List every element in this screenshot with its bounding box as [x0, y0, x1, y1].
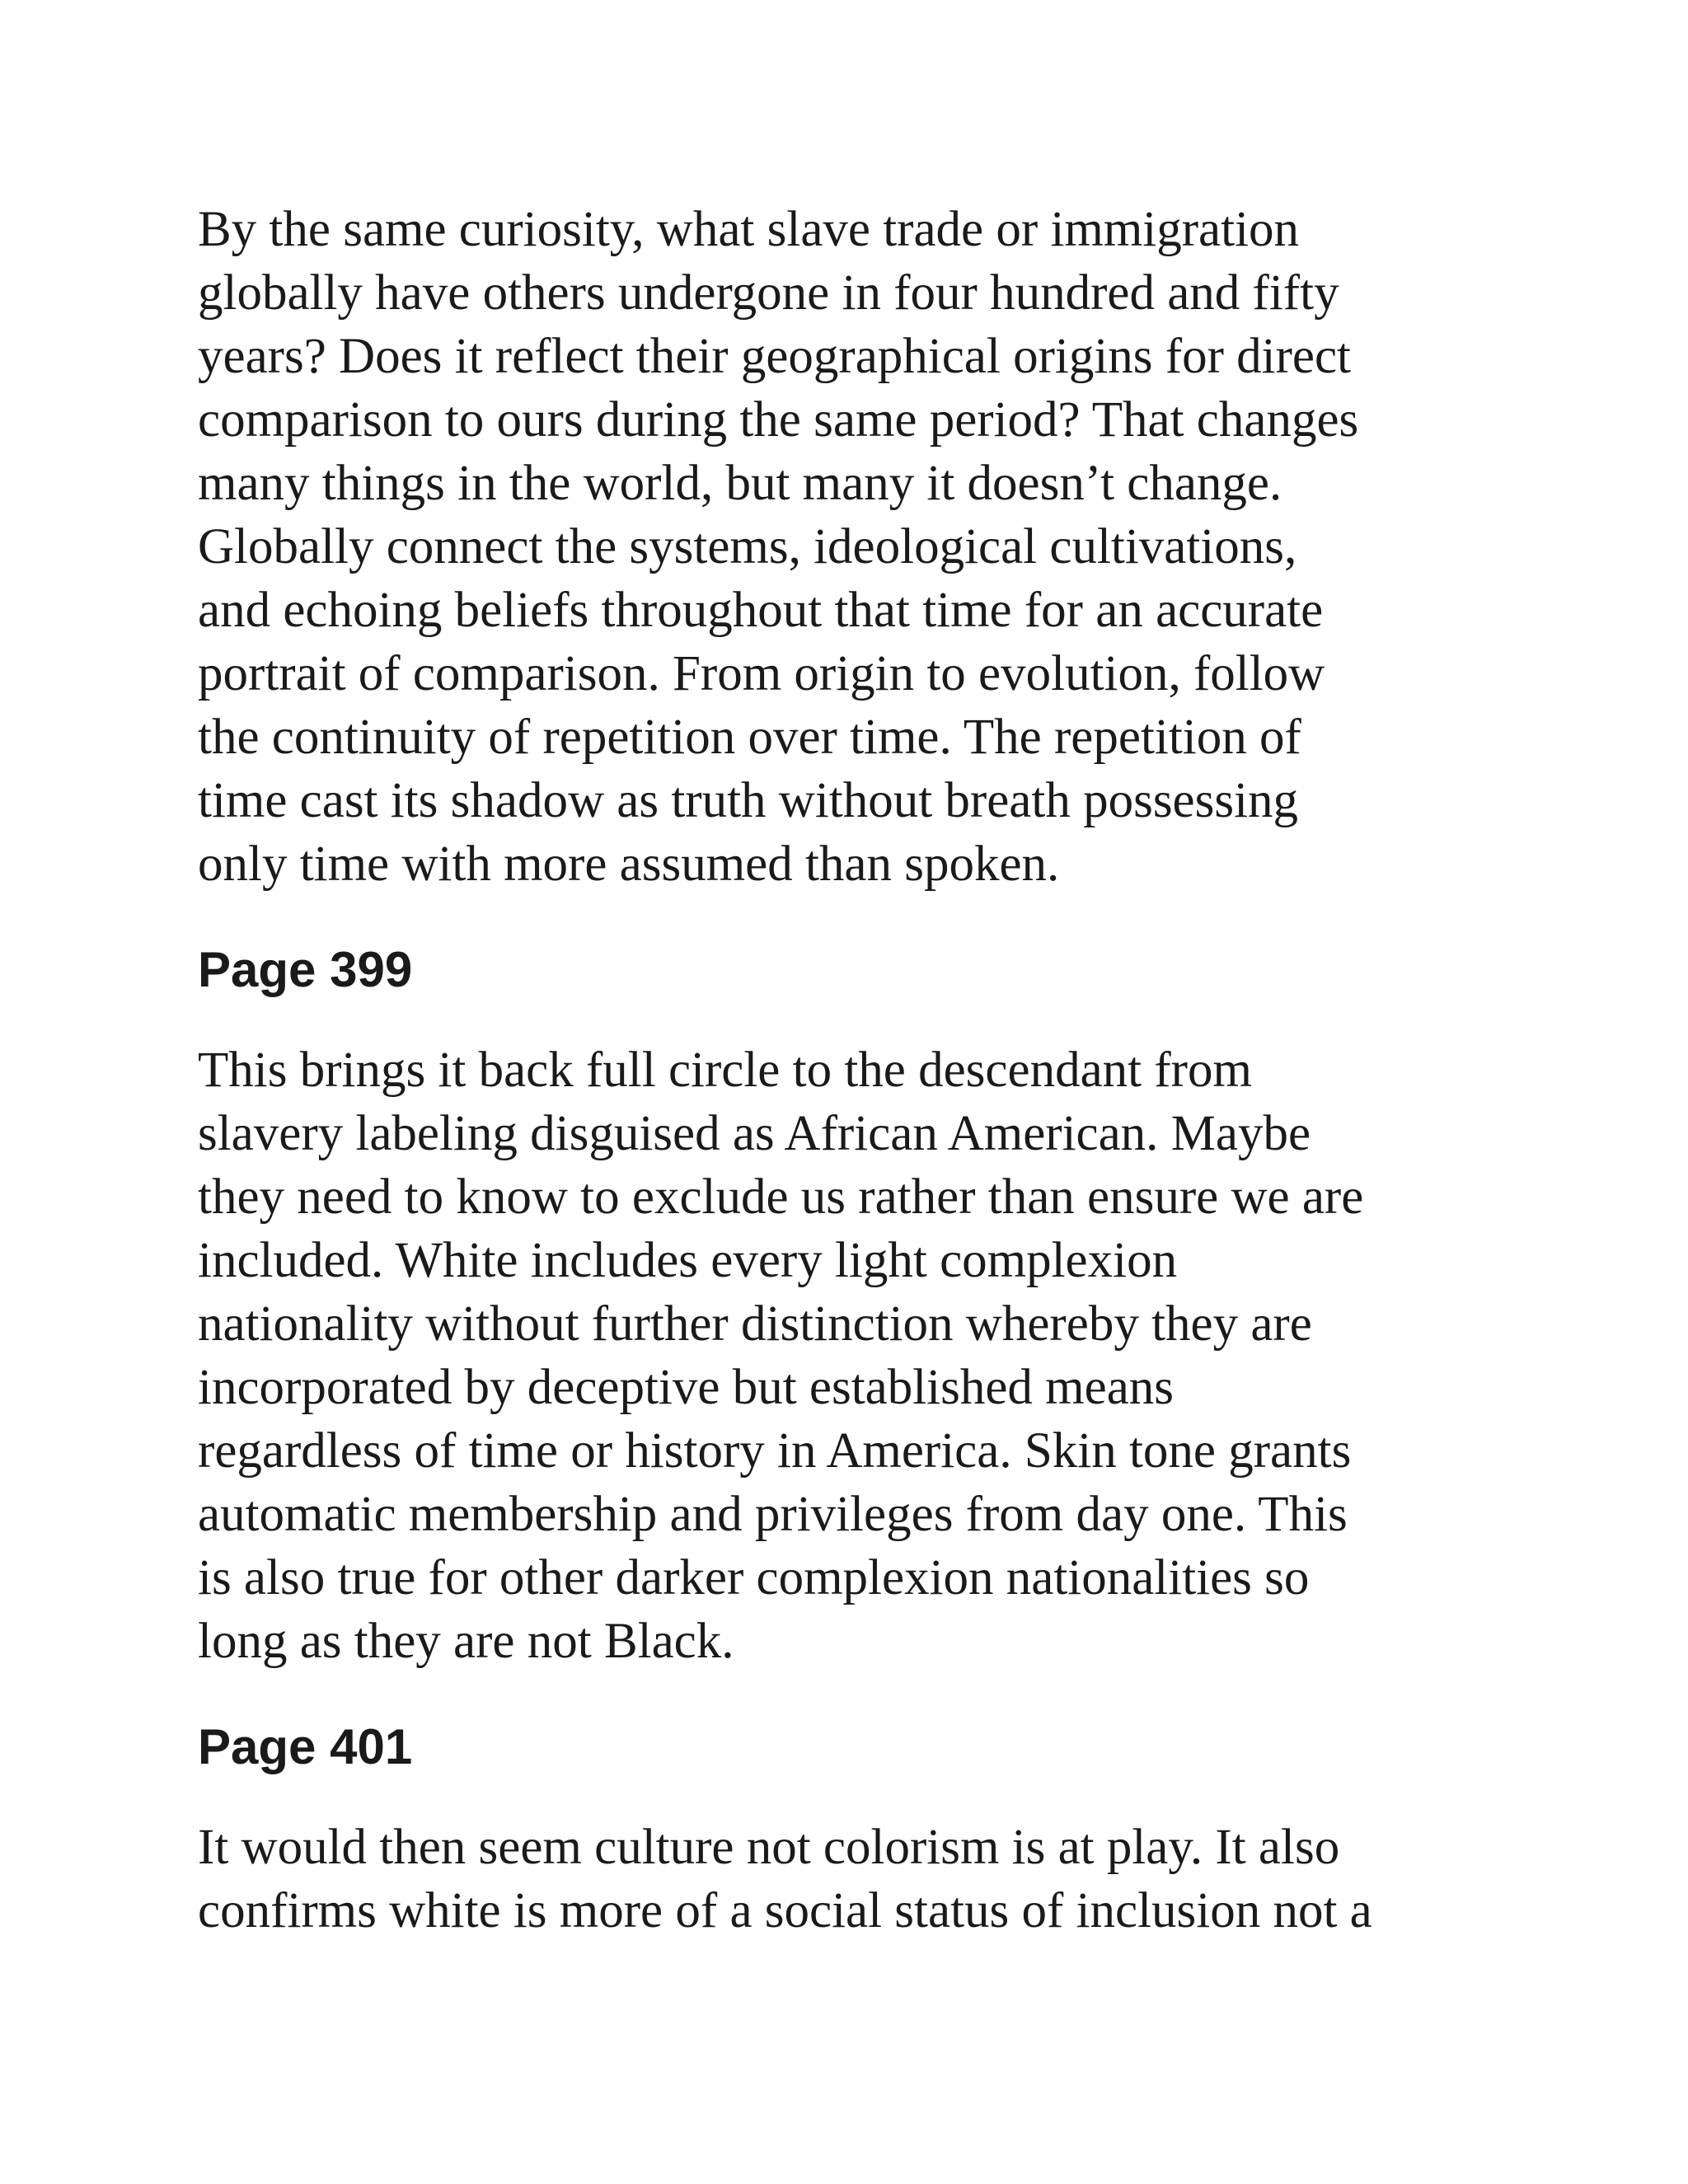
paragraph: [198, 1038, 1500, 1673]
page-content: [198, 198, 1500, 1943]
text-line: regardless of time or history in America. Skin tone grants: [198, 1423, 1352, 1479]
page-heading: Page 399: [198, 942, 413, 997]
text-line: comparison to ours during the same period? That changes: [198, 392, 1359, 448]
page-heading: Page 401: [198, 1719, 413, 1774]
text-line: is also true for other darker complexion nationalities so: [198, 1550, 1310, 1605]
text-line: automatic membership and privileges from day one. This: [198, 1487, 1348, 1542]
text-line: the continuity of repetition over time. The repetition of: [198, 710, 1301, 765]
paragraph: [198, 198, 1500, 896]
text-line: This brings it back full circle to the descendant from: [198, 1043, 1252, 1098]
text-line: By the same curiosity, what slave trade or immigration: [198, 202, 1300, 257]
text-line: included. White includes every light complexion: [198, 1233, 1178, 1288]
text-line: years? Does it reflect their geographical origins for direct: [198, 329, 1352, 384]
paragraph: [198, 1816, 1500, 1943]
text-line: confirms white is more of a social status of inclusion not a: [198, 1883, 1372, 1938]
text-line: and echoing beliefs throughout that time for an accurate: [198, 583, 1324, 638]
text-line: incorporated by deceptive but established means: [198, 1360, 1175, 1415]
text-line: globally have others undergone in four hundred and fifty: [198, 265, 1339, 321]
text-line: time cast its shadow as truth without breath possessing: [198, 773, 1299, 828]
text-line: many things in the world, but many it doesn’t change.: [198, 456, 1282, 511]
text-line: Globally connect the systems, ideological cultivations,: [198, 519, 1297, 574]
text-line: slavery labeling disguised as African American. Maybe: [198, 1106, 1311, 1161]
text-line: portrait of comparison. From origin to evolution, follow: [198, 646, 1325, 701]
text-line: only time with more assumed than spoken.: [198, 837, 1060, 892]
text-line: nationality without further distinction whereby they are: [198, 1296, 1312, 1352]
text-line: It would then seem culture not colorism is at play. It also: [198, 1820, 1340, 1875]
text-line: they need to know to exclude us rather than ensure we are: [198, 1169, 1364, 1225]
text-line: long as they are not Black.: [198, 1614, 734, 1669]
